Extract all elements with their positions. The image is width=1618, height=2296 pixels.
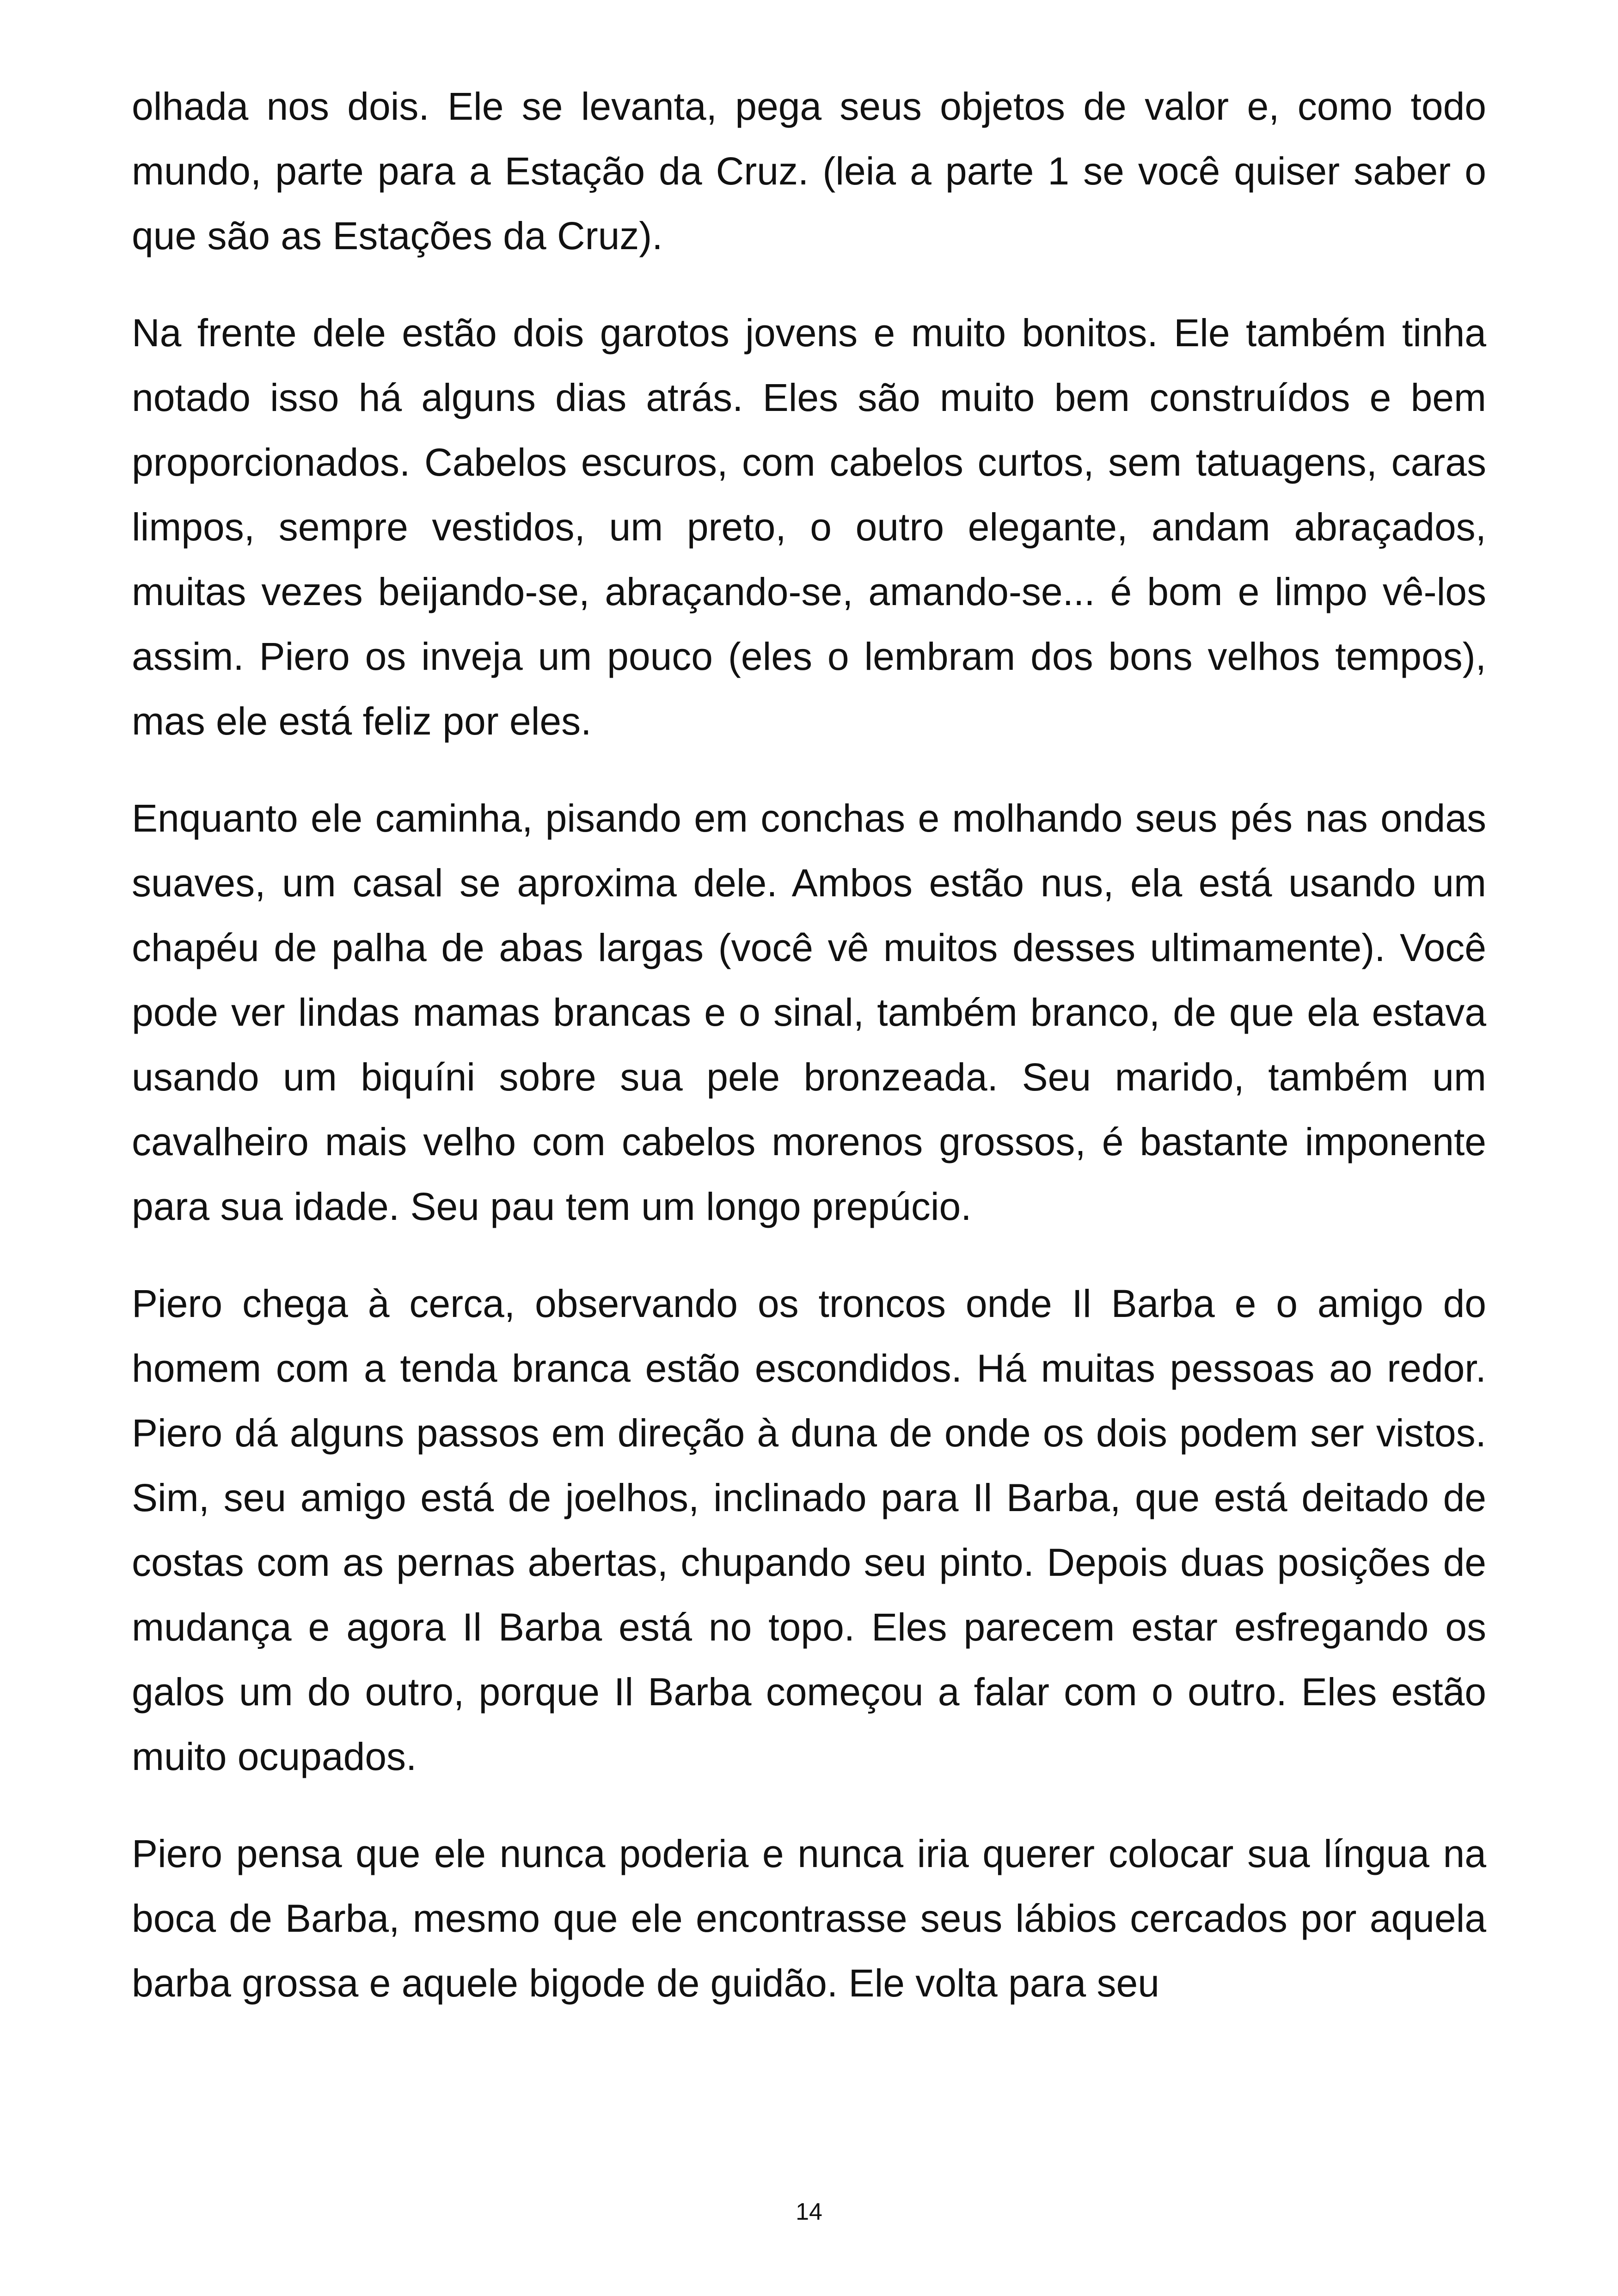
body-text bbox=[132, 74, 1486, 2048]
paragraph-2: Na frente dele estão dois garotos jovens e muito bonitos. Ele também tinha notado isso há alguns dias atrás. Eles são muito bem construídos e bem proporcionados. Cabelos escuros, com cabelos curtos, sem tatuagens, caras limpos, sempre vestidos, um preto, o outro elegante, andam abraçados, muitas vezes beijando-se, abraçando-se, amando-se... é bom e limpo vê-los assim. Piero os inveja um pouco (eles o lembram dos bons velhos tempos), mas ele está feliz por eles. bbox=[132, 311, 1486, 743]
page-number: 14 bbox=[796, 2198, 822, 2225]
paragraph-5: Piero pensa que ele nunca poderia e nunca iria querer colocar sua língua na boca de Barba, mesmo que ele encontrasse seus lábios cercados por aquela barba grossa e aquele bigode de guidão. Ele volta para seu bbox=[132, 1832, 1486, 2005]
paragraph-3: Enquanto ele caminha, pisando em conchas e molhando seus pés nas ondas suaves, um casal se aproxima dele. Ambos estão nus, ela está usando um chapéu de palha de abas largas (você vê muitos desses ultimamente). Você pode ver lindas mamas brancas e o sinal, também branco, de que ela estava usando um biquíni sobre sua pele bronzeada. Seu marido, também um cavalheiro mais velho com cabelos morenos grossos, é bastante imponente para sua idade. Seu pau tem um longo prepúcio. bbox=[132, 796, 1486, 1228]
paragraph-1: olhada nos dois. Ele se levanta, pega seus objetos de valor e, como todo mundo, parte para a Estação da Cruz. (leia a parte 1 se você quiser saber o que são as Estações da Cruz). bbox=[132, 85, 1486, 257]
paragraph-4: Piero chega à cerca, observando os troncos onde Il Barba e o amigo do homem com a tenda branca estão escondidos. Há muitas pessoas ao redor. Piero dá alguns passos em direção à duna de onde os dois podem ser vistos. Sim, seu amigo está de joelhos, inclinado para Il Barba, que está deitado de costas com as pernas abertas, chupando seu pinto. Depois duas posições de mudança e agora Il Barba está no topo. Eles parecem estar esfregando os galos um do outro, porque Il Barba começou a falar com o outro. Eles estão muito ocupados. bbox=[132, 1282, 1486, 1778]
